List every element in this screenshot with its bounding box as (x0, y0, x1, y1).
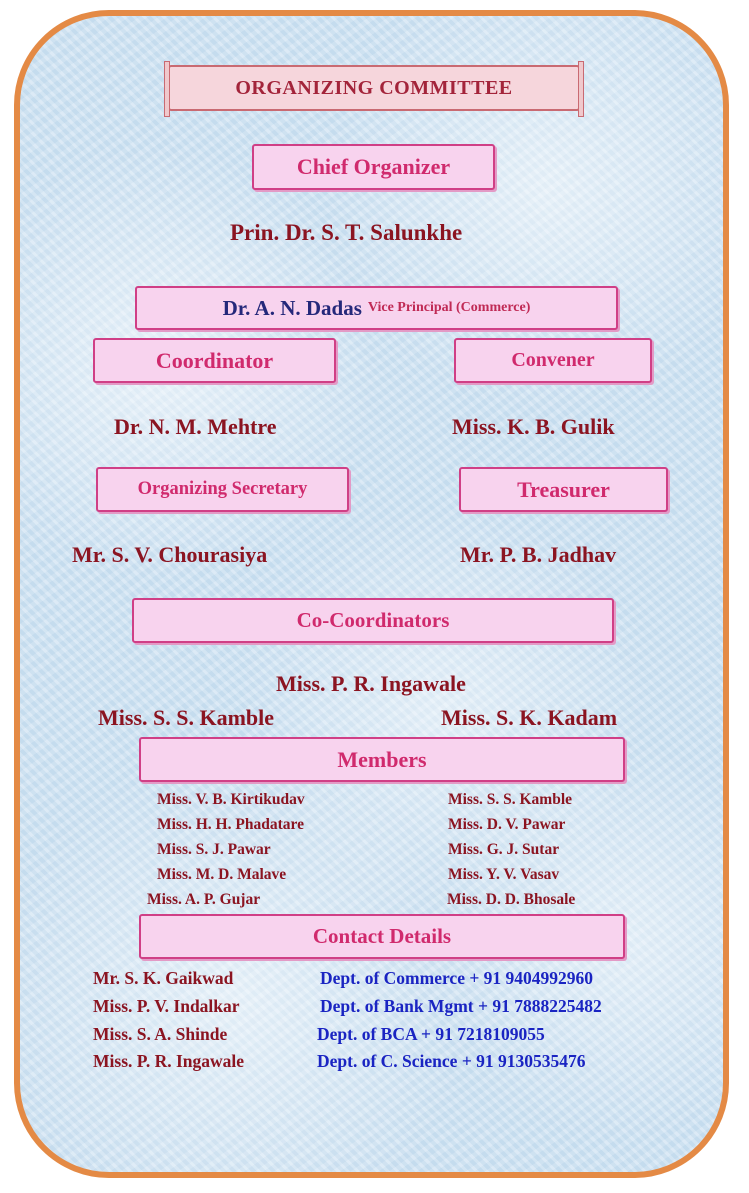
contact-dept-phone: Dept. of C. Science + 91 9130535476 (317, 1051, 586, 1071)
members-heading (139, 737, 625, 782)
member-name: Miss. V. B. Kirtikudav (157, 791, 305, 808)
co-coordinator-name: Miss. S. K. Kadam (441, 705, 618, 730)
coordinator-label: Coordinator (155, 347, 274, 373)
contact-dept-phone: Dept. of BCA + 91 7218109055 (317, 1024, 545, 1044)
treasurer-name: Mr. P. B. Jadhav (460, 542, 617, 567)
member-name: Miss. S. J. Pawar (157, 841, 271, 858)
convener-label: Convener (511, 349, 595, 371)
chief-organizer-name: Prin. Dr. S. T. Salunkhe (230, 220, 463, 245)
co-coordinators-heading (132, 598, 614, 643)
co-coordinator-name: Miss. P. R. Ingawale (276, 671, 466, 696)
member-name: Miss. H. H. Phadatare (157, 816, 304, 833)
convener-heading (454, 338, 652, 383)
vice-principal-role: Vice Principal (Commerce) (367, 300, 531, 315)
treasurer-heading (459, 467, 668, 512)
convener-name: Miss. K. B. Gulik (452, 414, 615, 439)
member-name: Miss. S. S. Kamble (448, 791, 573, 808)
chief-organizer-heading (252, 144, 495, 190)
contact-name: Mr. S. K. Gaikwad (93, 968, 234, 988)
member-name: Miss. D. V. Pawar (448, 816, 566, 833)
organizing-secretary-label: Organizing Secretary (137, 479, 308, 499)
contact-dept-phone: Dept. of Bank Mgmt + 91 7888225482 (320, 996, 602, 1016)
member-name: Miss. D. D. Bhosale (447, 891, 576, 908)
member-name: Miss. Y. V. Vasav (448, 866, 560, 883)
contact-name: Miss. P. R. Ingawale (93, 1051, 245, 1071)
member-name: Miss. A. P. Gujar (147, 891, 261, 908)
coordinator-name: Dr. N. M. Mehtre (114, 414, 277, 439)
co-coordinators-label: Co-Coordinators (296, 608, 450, 632)
page-title (168, 65, 580, 111)
vice-principal-name: Dr. A. N. Dadas (222, 295, 362, 320)
members-label: Members (337, 746, 427, 772)
member-name: Miss. G. J. Sutar (448, 841, 560, 858)
contact-name: Miss. P. V. Indalkar (93, 996, 240, 1016)
coordinator-heading (93, 338, 336, 383)
page-title-text: ORGANIZING COMMITTEE (235, 76, 513, 99)
member-name: Miss. M. D. Malave (157, 866, 287, 883)
co-coordinator-name: Miss. S. S. Kamble (98, 705, 275, 730)
contact-name: Miss. S. A. Shinde (93, 1024, 228, 1044)
contact-details-heading (139, 914, 625, 959)
chief-organizer-label: Chief Organizer (296, 154, 451, 179)
treasurer-label: Treasurer (517, 476, 610, 502)
contact-details-label: Contact Details (312, 924, 452, 948)
organizing-secretary-heading (96, 467, 349, 512)
vice-principal-box (135, 286, 618, 330)
contact-dept-phone: Dept. of Commerce + 91 9404992960 (320, 968, 594, 988)
organizing-secretary-name: Mr. S. V. Chourasiya (72, 542, 268, 567)
